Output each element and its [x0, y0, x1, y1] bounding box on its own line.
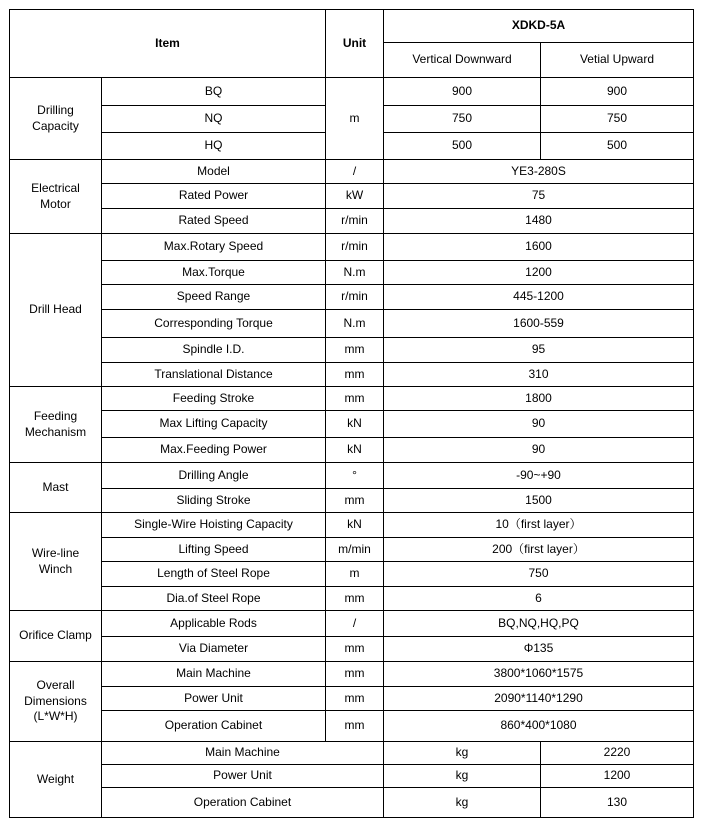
- item-unit: m/min: [326, 538, 384, 562]
- item-value: Φ135: [384, 637, 694, 662]
- item-name: HQ: [102, 133, 326, 160]
- item-unit: mm: [326, 637, 384, 662]
- item-name: Operation Cabinet: [102, 711, 326, 742]
- group-overall-dimensions: Overall Dimensions (L*W*H): [10, 662, 102, 742]
- item-unit: °: [326, 463, 384, 489]
- header-model: XDKD-5A: [384, 10, 694, 43]
- item-value: 500: [384, 133, 541, 160]
- item-name: Applicable Rods: [102, 611, 326, 637]
- item-name: Dia.of Steel Rope: [102, 587, 326, 611]
- item-unit: r/min: [326, 285, 384, 310]
- item-value: 90: [384, 411, 694, 438]
- item-value: 6: [384, 587, 694, 611]
- group-weight: Weight: [10, 742, 102, 818]
- item-value: 310: [384, 363, 694, 387]
- item-name: Drilling Angle: [102, 463, 326, 489]
- item-value: 1600-559: [384, 310, 694, 338]
- item-unit: r/min: [326, 234, 384, 261]
- item-value: 130: [541, 788, 694, 818]
- item-unit: mm: [326, 338, 384, 363]
- table-row: [10, 513, 694, 538]
- item-name: Max.Feeding Power: [102, 438, 326, 463]
- item-name: Power Unit: [102, 687, 326, 711]
- item-value: 1600: [384, 234, 694, 261]
- table-row: [10, 687, 694, 711]
- header-vertical-upward: Vetial Upward: [541, 43, 694, 78]
- group-electrical-motor: Electrical Motor: [10, 160, 102, 234]
- item-unit: mm: [326, 363, 384, 387]
- item-unit: m: [326, 562, 384, 587]
- item-name: Model: [102, 160, 326, 184]
- table-row: [10, 611, 694, 637]
- table-row: [10, 587, 694, 611]
- table-row: [10, 261, 694, 285]
- group-drilling-capacity: Drilling Capacity: [10, 78, 102, 160]
- item-value: 2090*1140*1290: [384, 687, 694, 711]
- item-unit: N.m: [326, 310, 384, 338]
- table-row: [10, 363, 694, 387]
- table-row: [10, 411, 694, 438]
- item-value: 750: [541, 106, 694, 133]
- group-feeding-mechanism: Feeding Mechanism: [10, 387, 102, 463]
- table-row: [10, 438, 694, 463]
- item-value: 900: [541, 78, 694, 106]
- item-name: Main Machine: [102, 662, 326, 687]
- item-name: Via Diameter: [102, 637, 326, 662]
- item-name: Rated Power: [102, 184, 326, 209]
- item-unit: kg: [384, 742, 541, 765]
- table-row: [10, 387, 694, 411]
- item-value: 1200: [384, 261, 694, 285]
- item-name: Length of Steel Rope: [102, 562, 326, 587]
- table-row: [10, 662, 694, 687]
- group-drill-head: Drill Head: [10, 234, 102, 387]
- header-item: Item: [10, 10, 326, 78]
- item-value: 1480: [384, 209, 694, 234]
- item-name: Power Unit: [102, 765, 384, 788]
- item-name: Rated Speed: [102, 209, 326, 234]
- item-name: Max.Torque: [102, 261, 326, 285]
- item-name: Lifting Speed: [102, 538, 326, 562]
- item-name: Sliding Stroke: [102, 489, 326, 513]
- group-mast: Mast: [10, 463, 102, 513]
- table-row: [10, 184, 694, 209]
- item-unit: mm: [326, 711, 384, 742]
- table-row: [10, 765, 694, 788]
- item-value: 75: [384, 184, 694, 209]
- item-value: 95: [384, 338, 694, 363]
- item-name: Speed Range: [102, 285, 326, 310]
- item-name: Max Lifting Capacity: [102, 411, 326, 438]
- item-name: Max.Rotary Speed: [102, 234, 326, 261]
- group-orifice-clamp: Orifice Clamp: [10, 611, 102, 662]
- table-row: [10, 711, 694, 742]
- table-row: [10, 78, 694, 106]
- table-row: [10, 489, 694, 513]
- item-name: Operation Cabinet: [102, 788, 384, 818]
- item-value: 900: [384, 78, 541, 106]
- table-row: [10, 637, 694, 662]
- item-unit: kN: [326, 513, 384, 538]
- item-unit: mm: [326, 587, 384, 611]
- table-row: [10, 788, 694, 818]
- item-unit: mm: [326, 387, 384, 411]
- item-unit: mm: [326, 662, 384, 687]
- item-value: YE3-280S: [384, 160, 694, 184]
- item-name: Single-Wire Hoisting Capacity: [102, 513, 326, 538]
- table-row: [10, 338, 694, 363]
- item-unit: m: [326, 78, 384, 160]
- table-row: [10, 285, 694, 310]
- header-vertical-downward: Vertical Downward: [384, 43, 541, 78]
- item-unit: kg: [384, 788, 541, 818]
- header-unit: Unit: [326, 10, 384, 78]
- item-value: 90: [384, 438, 694, 463]
- item-name: Translational Distance: [102, 363, 326, 387]
- item-unit: /: [326, 160, 384, 184]
- item-unit: kN: [326, 411, 384, 438]
- header-row: [10, 10, 694, 43]
- item-unit: r/min: [326, 209, 384, 234]
- item-name: Spindle I.D.: [102, 338, 326, 363]
- item-name: NQ: [102, 106, 326, 133]
- item-value: 10（first layer）: [384, 513, 694, 538]
- item-unit: mm: [326, 687, 384, 711]
- table-row: [10, 160, 694, 184]
- item-value: 1200: [541, 765, 694, 788]
- item-value: 750: [384, 106, 541, 133]
- item-value: -90~+90: [384, 463, 694, 489]
- item-unit: kg: [384, 765, 541, 788]
- item-name: Main Machine: [102, 742, 384, 765]
- item-value: 500: [541, 133, 694, 160]
- item-value: BQ,NQ,HQ,PQ: [384, 611, 694, 637]
- item-value: 445-1200: [384, 285, 694, 310]
- item-value: 3800*1060*1575: [384, 662, 694, 687]
- table-row: [10, 538, 694, 562]
- item-unit: N.m: [326, 261, 384, 285]
- group-wire-line-winch: Wire-line Winch: [10, 513, 102, 611]
- item-value: 200（first layer）: [384, 538, 694, 562]
- table-row: [10, 310, 694, 338]
- spec-table: [9, 9, 694, 818]
- item-name: Corresponding Torque: [102, 310, 326, 338]
- table-row: [10, 463, 694, 489]
- item-unit: kN: [326, 438, 384, 463]
- item-value: 1500: [384, 489, 694, 513]
- item-unit: /: [326, 611, 384, 637]
- item-unit: kW: [326, 184, 384, 209]
- item-value: 1800: [384, 387, 694, 411]
- table-row: [10, 209, 694, 234]
- item-value: 750: [384, 562, 694, 587]
- item-value: 860*400*1080: [384, 711, 694, 742]
- item-value: 2220: [541, 742, 694, 765]
- table-row: [10, 234, 694, 261]
- item-unit: mm: [326, 489, 384, 513]
- item-name: Feeding Stroke: [102, 387, 326, 411]
- item-name: BQ: [102, 78, 326, 106]
- table-row: [10, 562, 694, 587]
- table-row: [10, 742, 694, 765]
